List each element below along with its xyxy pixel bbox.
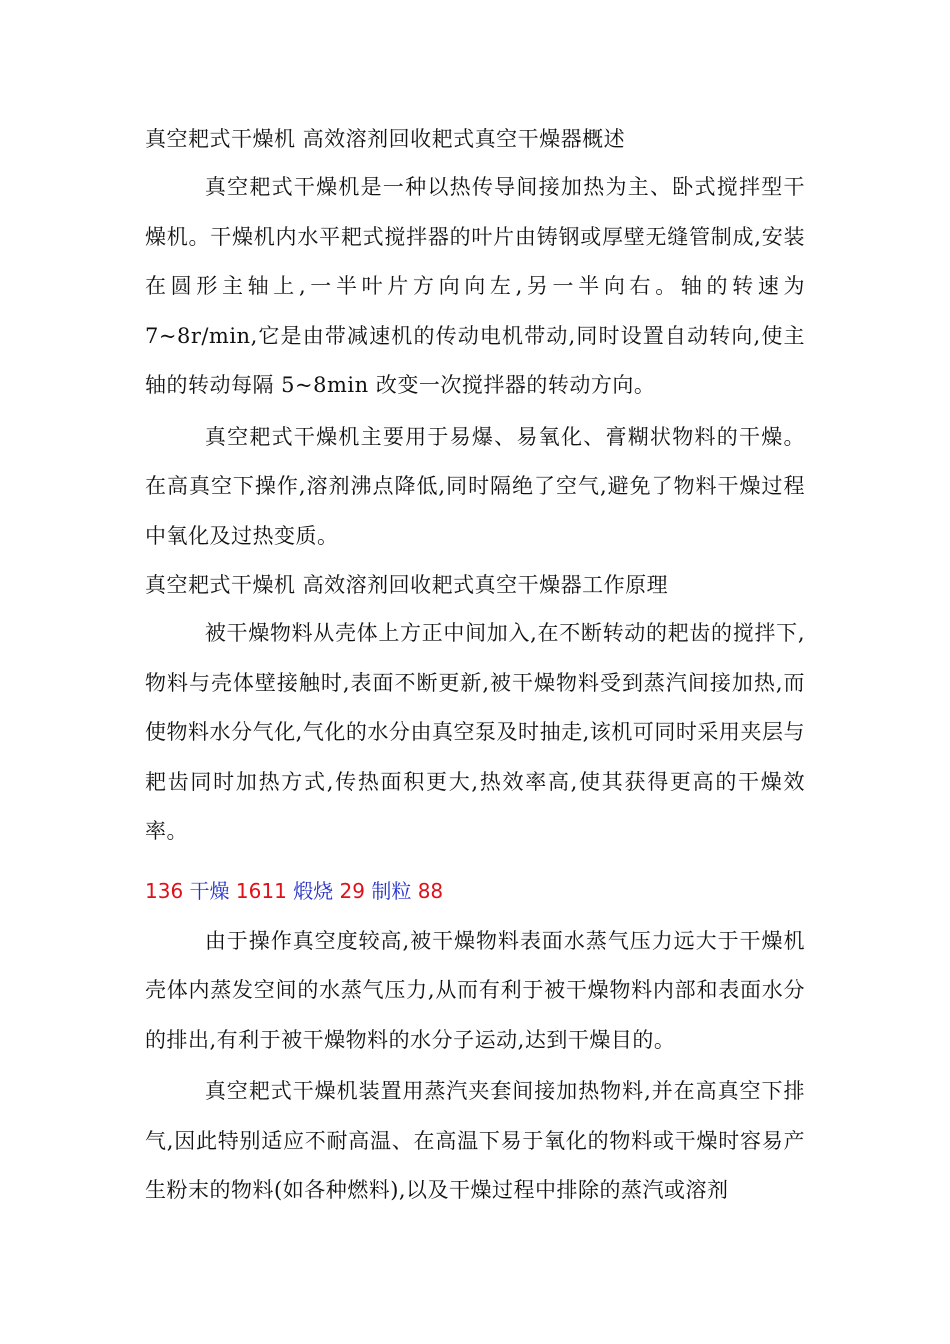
stat-keyword: 煅烧 (293, 878, 334, 903)
paragraph-steam-jacket: 真空耙式干燥机装置用蒸汽夹套间接加热物料,并在高真空下排气,因此特别适应不耐高温、在高温下易于氧化的物料或干燥时容易产生粉末的物料(如各种燃料),以及干燥过程中排除的蒸汽或溶剂 (145, 1079, 805, 1202)
stat-number: 136 (145, 878, 184, 903)
stat-number: 29 (339, 878, 365, 903)
stat-number: 1611 (235, 878, 287, 903)
section-heading-principle: 真空耙式干燥机 高效溶剂回收耙式真空干燥器工作原理 (145, 573, 669, 597)
paragraph-vacuum: 由于操作真空度较高,被干燥物料表面水蒸气压力远大于干燥机壳体内蒸发空间的水蒸气压力,从而有利于被干燥物料内部和表面水分的排出,有利于被干燥物料的水分子运动,达到干燥目的。 (145, 928, 805, 1052)
paragraph-intro: 真空耙式干燥机是一种以热传导间接加热为主、卧式搅拌型干燥机。干燥机内水平耙式搅拌器的叶片由铸钢或厚壁无缝管制成,安装在圆形主轴上,一半叶片方向向左,另一半向右。轴的转速为 7~8r/min,它是由带减速机的传动电机带动,同时设置自动转向,使主轴的转动每隔 5~8min 改变一次搅拌器的转动方向。 (145, 175, 805, 397)
stat-number: 88 (417, 878, 444, 903)
keyword-stats-line (145, 871, 805, 911)
stat-keyword: 干燥 (189, 878, 230, 903)
paragraph-principle: 被干燥物料从壳体上方正中间加入,在不断转动的耙齿的搅拌下,物料与壳体壁接触时,表面不断更新,被干燥物料受到蒸汽间接加热,而使物料水分气化,气化的水分由真空泵及时抽走,该机可同时采用夹层与耙齿同时加热方式,传热面积更大,热效率高,使其获得更高的干燥效率。 (145, 621, 805, 843)
stat-keyword: 制粒 (371, 878, 412, 903)
paragraph-usage: 真空耙式干燥机主要用于易爆、易氧化、膏糊状物料的干燥。在高真空下操作,溶剂沸点降低,同时隔绝了空气,避免了物料干燥过程中氧化及过热变质。 (145, 424, 805, 548)
section-heading-overview: 真空耙式干燥机 高效溶剂回收耙式真空干燥器概述 (145, 127, 626, 151)
document-body (145, 115, 805, 1216)
